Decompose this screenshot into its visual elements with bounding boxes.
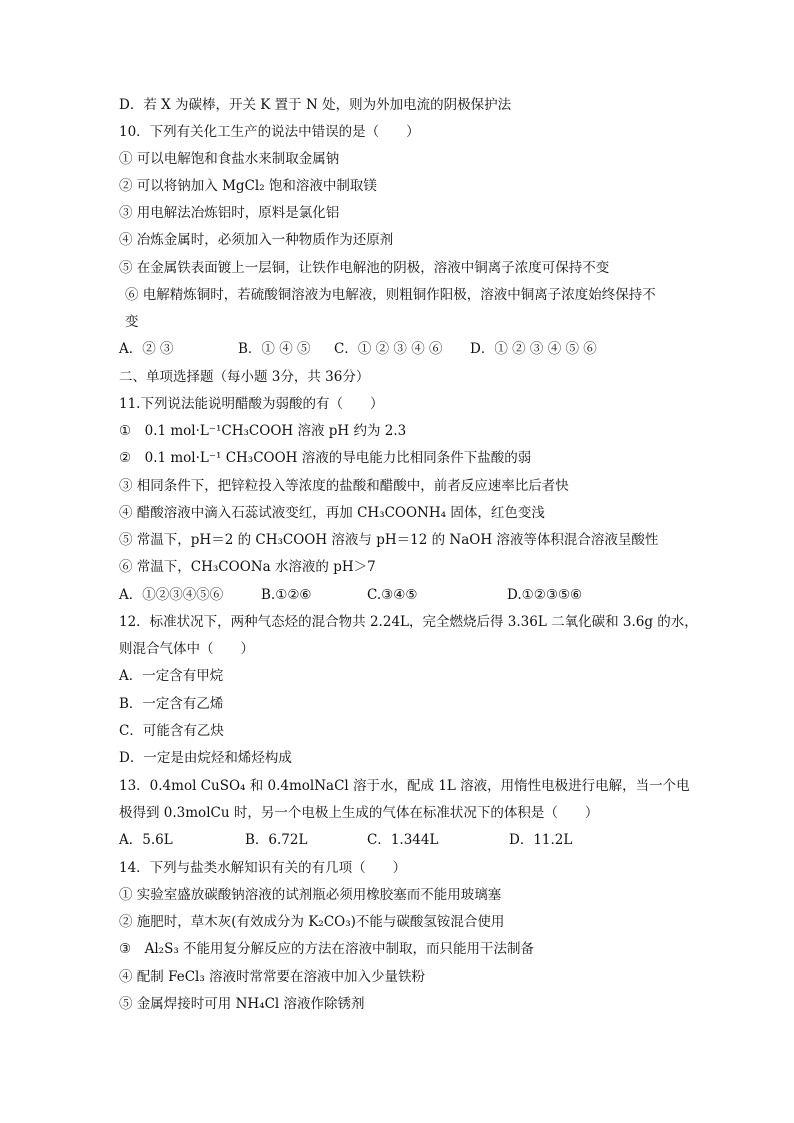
q12-option-b: B．一定含有乙烯: [119, 696, 224, 712]
q10-option-d: D．① ② ③ ④ ⑤ ⑥: [470, 341, 597, 357]
q11-item-5: ⑤ 常温下，pH＝2 的 CH₃COOH 溶液与 pH＝12 的 NaOH 溶液等体积混合溶液呈酸性: [119, 532, 659, 548]
q11-item-4: ④ 醋酸溶液中滴入石蕊试液变红，再加 CH₃COONH₄ 固体，红色变浅: [119, 505, 545, 521]
q10-stem: 10．下列有关化工生产的说法中错误的是（ ）: [119, 124, 420, 140]
q10-item-1: ① 可以电解饱和食盐水来制取金属钠: [119, 151, 340, 167]
q10-item-6: ⑥ 电解精炼铜时，若硫酸铜溶液为电解液，则粗铜作阳极，溶液中铜离子浓度始终保持不: [125, 287, 656, 303]
q10-item-2: ② 可以将钠加入 MgCl₂ 饱和溶液中制取镁: [119, 178, 377, 194]
q10-item-5: ⑤ 在金属铁表面镀上一层铜，让铁作电解池的阴极，溶液中铜离子浓度可保持不变: [119, 260, 610, 276]
q11-item-6: ⑥ 常温下，CH₃COONa 水溶液的 pH＞7: [119, 559, 376, 575]
q11-item-3: ③ 相同条件下，把锌粒投入等浓度的盐酸和醋酸中，前者反应速率比后者快: [119, 478, 569, 494]
q10-item-6-cont: 变: [125, 314, 139, 330]
q10-option-c: C．① ② ③ ④ ⑥: [334, 341, 443, 357]
q13-stem: 13．0.4mol CuSO₄ 和 0.4molNaCl 溶于水，配成 1L 溶液，用惰性电极进行电解，当一个电: [119, 778, 690, 794]
q13-option-d: D．11.2L: [509, 832, 573, 848]
q14-item-2: ② 施肥时，草木灰(有效成分为 K₂CO₃)不能与碳酸氢铵混合使用: [119, 914, 505, 930]
q12-stem-cont: 则混合气体中（ ）: [119, 641, 254, 657]
q14-item-4: ④ 配制 FeCl₃ 溶液时常常要在溶液中加入少量铁粉: [119, 969, 426, 985]
q11-option-d: D.①②③⑤⑥: [507, 587, 583, 603]
q14-item-1: ① 实验室盛放碳酸钠溶液的试剂瓶必须用橡胶塞而不能用玻璃塞: [119, 887, 502, 903]
q11-option-a: A．①②③④⑤⑥: [119, 587, 224, 603]
q14-item-5: ⑤ 金属焊接时可用 NH₄Cl 溶液作除锈剂: [119, 996, 365, 1012]
q10-item-3: ③ 用电解法冶炼铝时，原料是氯化铝: [119, 205, 340, 221]
q13-option-a: A．5.6L: [119, 832, 173, 848]
q12-option-c: C．可能含有乙炔: [119, 723, 224, 739]
q12-stem: 12．标准状况下，两种气态烃的混合物共 2.24L，完全燃烧后得 3.36L 二氧化碳和 3.6g 的水，: [119, 614, 698, 630]
q10-option-b: B．① ④ ⑤: [238, 341, 311, 357]
q14-stem: 14．下列与盐类水解知识有关的有几项（ ）: [119, 860, 407, 876]
q10-option-a: A．② ③: [119, 341, 174, 357]
q10-item-4: ④ 冶炼金属时，必须加入一种物质作为还原剂: [119, 232, 394, 248]
q11-option-c: C.③④⑤: [367, 587, 418, 603]
q13-stem-cont: 极得到 0.3molCu 时，另一个电极上生成的气体在标准状况下的体积是（ ）: [119, 805, 599, 821]
section-heading: 二、单项选择题（每小题 3分，共 36分）: [119, 369, 370, 385]
q11-item-2: ② 0.1 mol·L⁻¹ CH₃COOH 溶液的导电能力比相同条件下盐酸的弱: [119, 450, 532, 466]
q9-option-d: D．若 X 为碳棒，开关 K 置于 N 处，则为外加电流的阴极保护法: [119, 97, 512, 113]
q11-option-b: B.①②⑥: [261, 587, 312, 603]
q12-option-d: D．一定是由烷烃和烯烃构成: [119, 750, 292, 766]
q13-option-c: C．1.344L: [367, 832, 439, 848]
q13-options: [119, 831, 572, 849]
q11-stem: 11.下列说法能说明醋酸为弱酸的有（ ）: [119, 396, 384, 412]
q12-option-a: A．一定含有甲烷: [119, 668, 224, 684]
q14-item-3: ③ Al₂S₃ 不能用复分解反应的方法在溶液中制取，而只能用干法制备: [119, 941, 535, 957]
q11-options: [119, 586, 582, 604]
q10-options: [119, 340, 597, 358]
q13-option-b: B．6.72L: [245, 832, 308, 848]
q11-item-1: ① 0.1 mol·L⁻¹CH₃COOH 溶液 pH 约为 2.3: [119, 423, 407, 439]
